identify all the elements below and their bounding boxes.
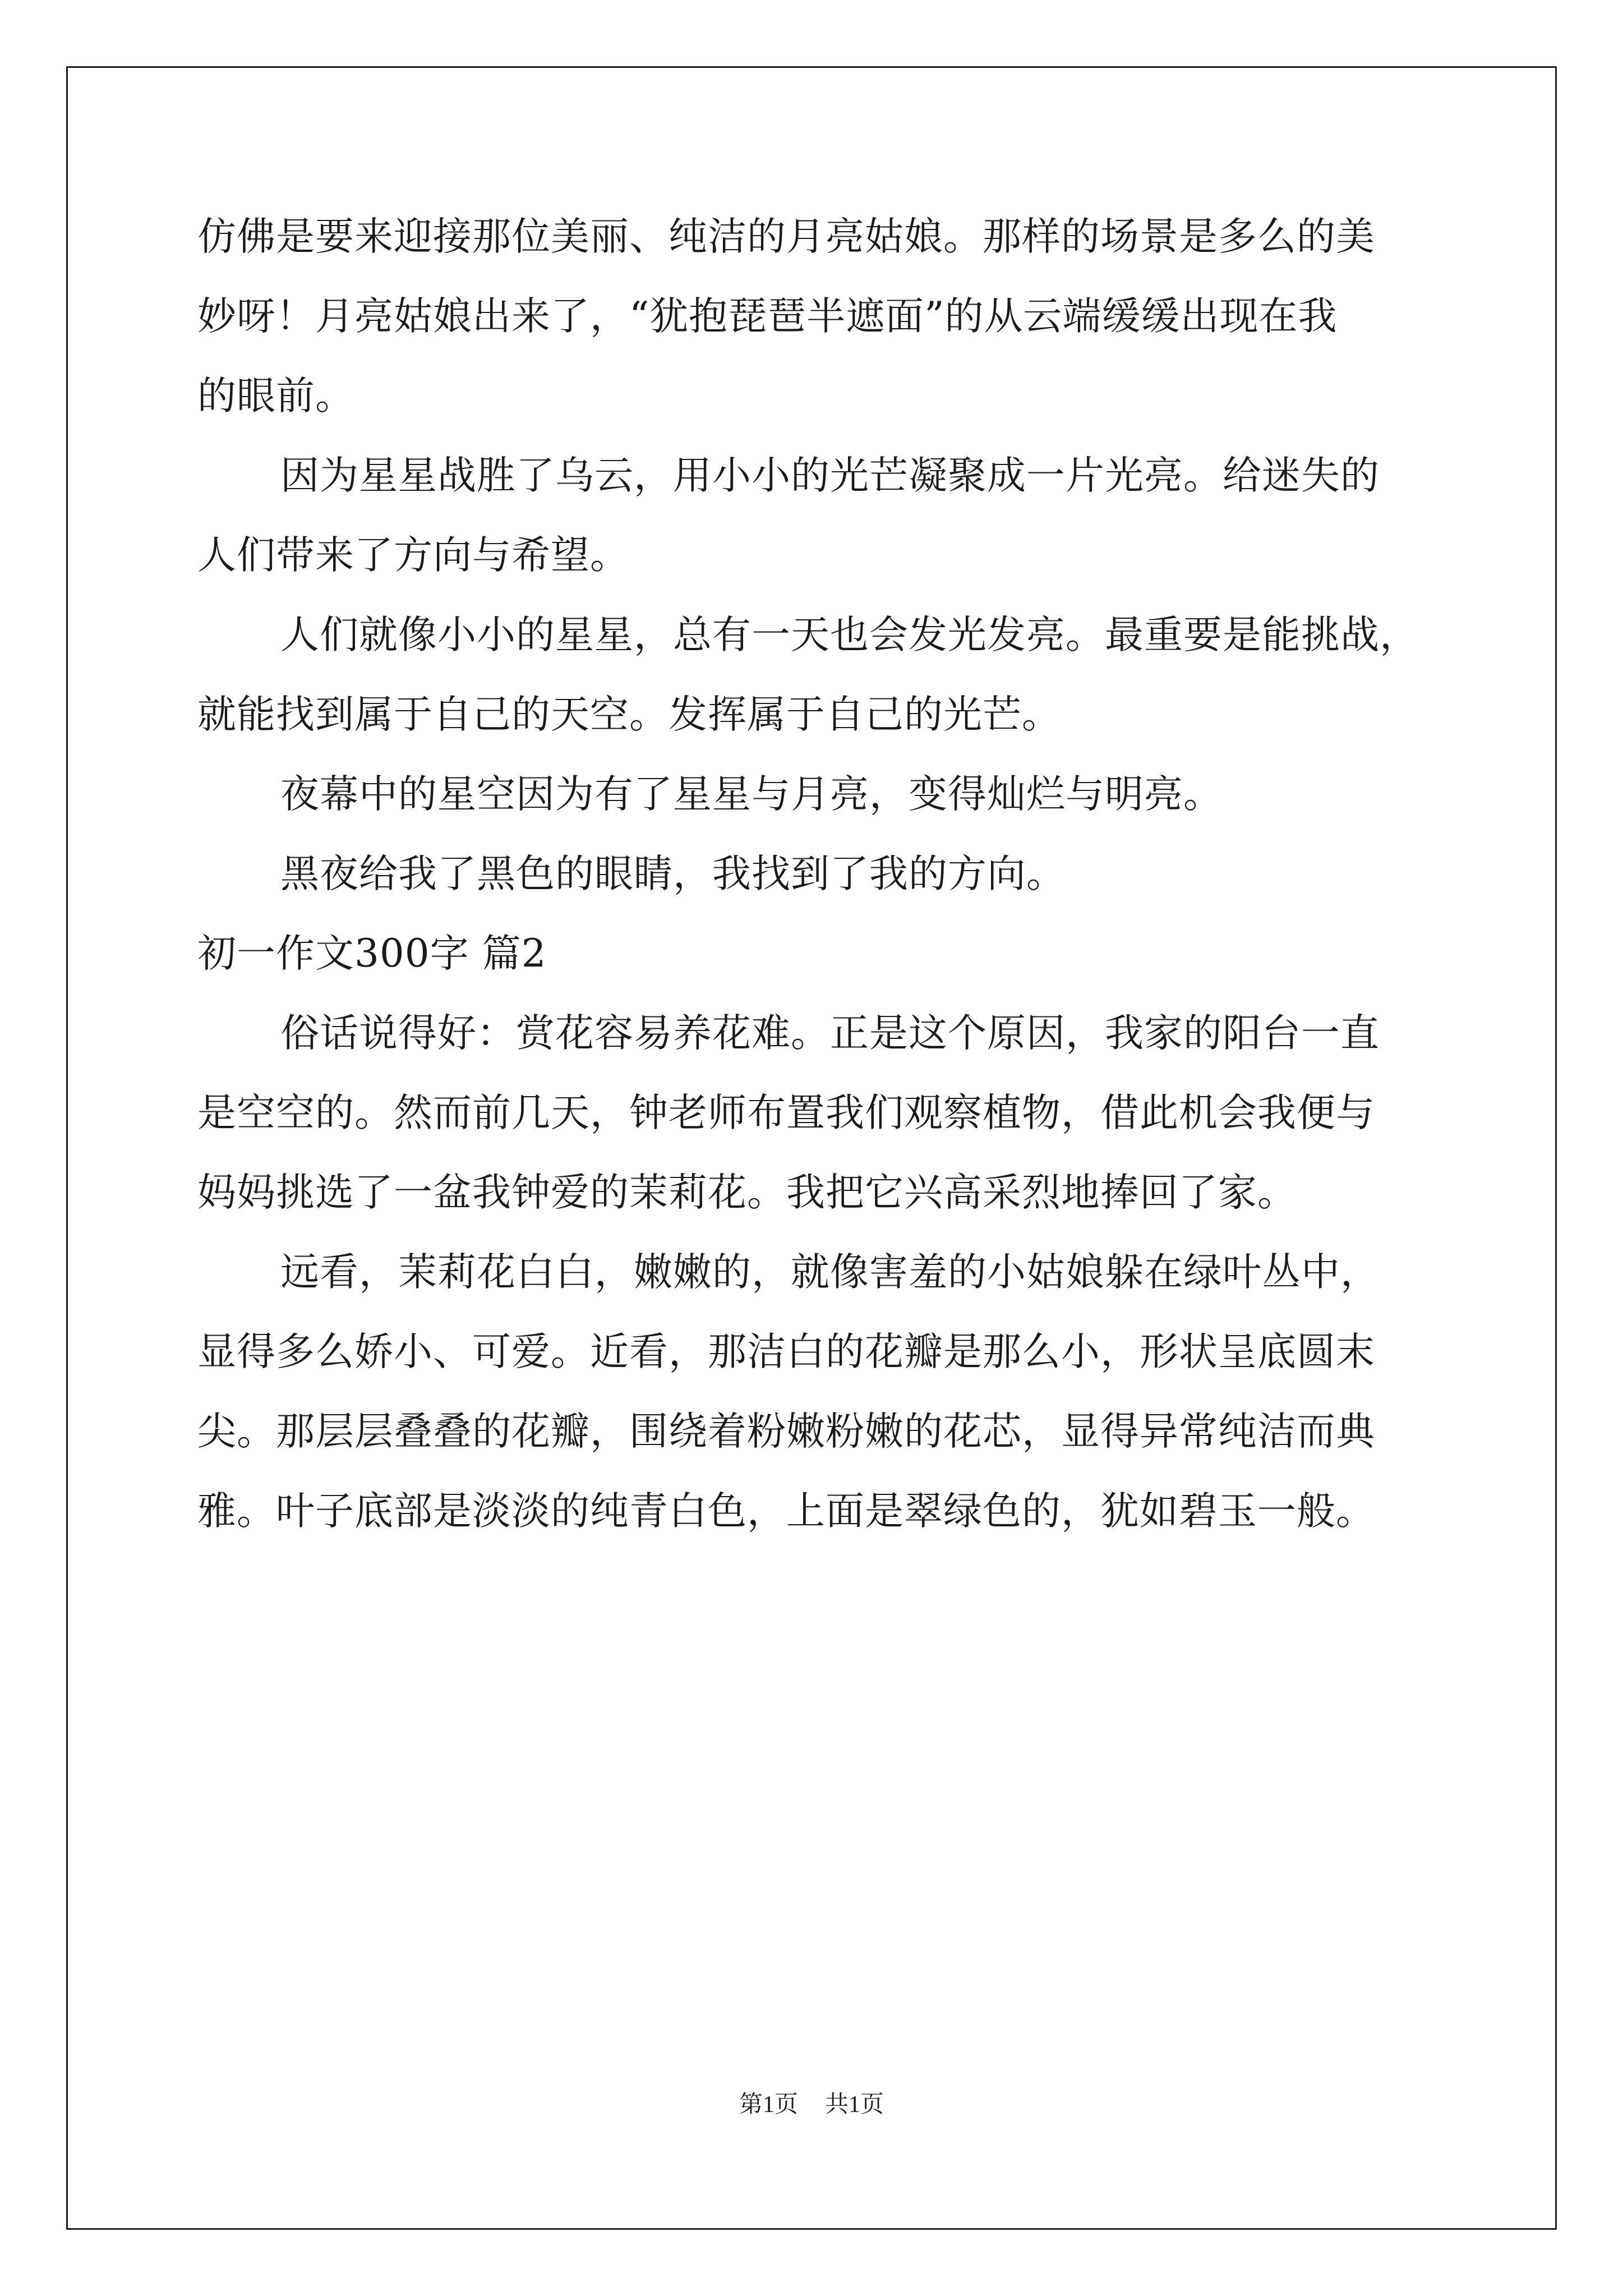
paragraph-start-line: 远看，茉莉花白白，嫩嫩的，就像害羞的小姑娘躲在绿叶丛中， (280, 1250, 1380, 1295)
page-footer (0, 2091, 1623, 2119)
text-line: 人们带来了方向与希望。 (197, 533, 629, 578)
paragraph-start-line: 俗话说得好：赏花容易养花难。正是这个原因，我家的阳台一直 (280, 1011, 1380, 1056)
paragraph-start-line: 黑夜给我了黑色的眼睛，我找到了我的方向。 (280, 852, 1066, 896)
page-number-total: 共1页 (825, 2092, 884, 2118)
text-line: 尖。那层层叠叠的花瓣，围绕着粉嫩粉嫩的花芯，显得异常纯洁而典 (197, 1409, 1375, 1454)
text-line: 的眼前。 (197, 374, 354, 418)
paragraph-start-line: 人们就像小小的星星，总有一天也会发光发亮。最重要是能挑战， (280, 613, 1419, 657)
paragraph-start-line: 夜幕中的星空因为有了星星与月亮，变得灿烂与明亮。 (280, 772, 1223, 817)
paragraph-start-line: 因为星星战胜了乌云，用小小的光芒凝聚成一片光亮。给迷失的 (280, 453, 1380, 498)
text-line: 就能找到属于自己的天空。发挥属于自己的光芒。 (197, 692, 1061, 737)
text-line: 仿佛是要来迎接那位美丽、纯洁的月亮姑娘。那样的场景是多么的美 (197, 214, 1375, 259)
text-line: 妈妈挑选了一盆我钟爱的茉莉花。我把它兴高采烈地捧回了家。 (197, 1170, 1297, 1215)
text-line: 雅。叶子底部是淡淡的纯青白色，上面是翠绿色的，犹如碧玉一般。 (197, 1489, 1375, 1534)
page-number-current: 第1页 (739, 2092, 798, 2118)
text-line: 是空空的。然而前几天，钟老师布置我们观察植物，借此机会我便与 (197, 1091, 1375, 1135)
section-heading: 初一作文300字 篇2 (197, 931, 547, 976)
text-line: 显得多么娇小、可爱。近看，那洁白的花瓣是那么小，形状呈底圆末 (197, 1329, 1375, 1374)
text-line: 妙呀！月亮姑娘出来了，“犹抱琵琶半遮面”的从云端缓缓出现在我 (197, 294, 1338, 339)
